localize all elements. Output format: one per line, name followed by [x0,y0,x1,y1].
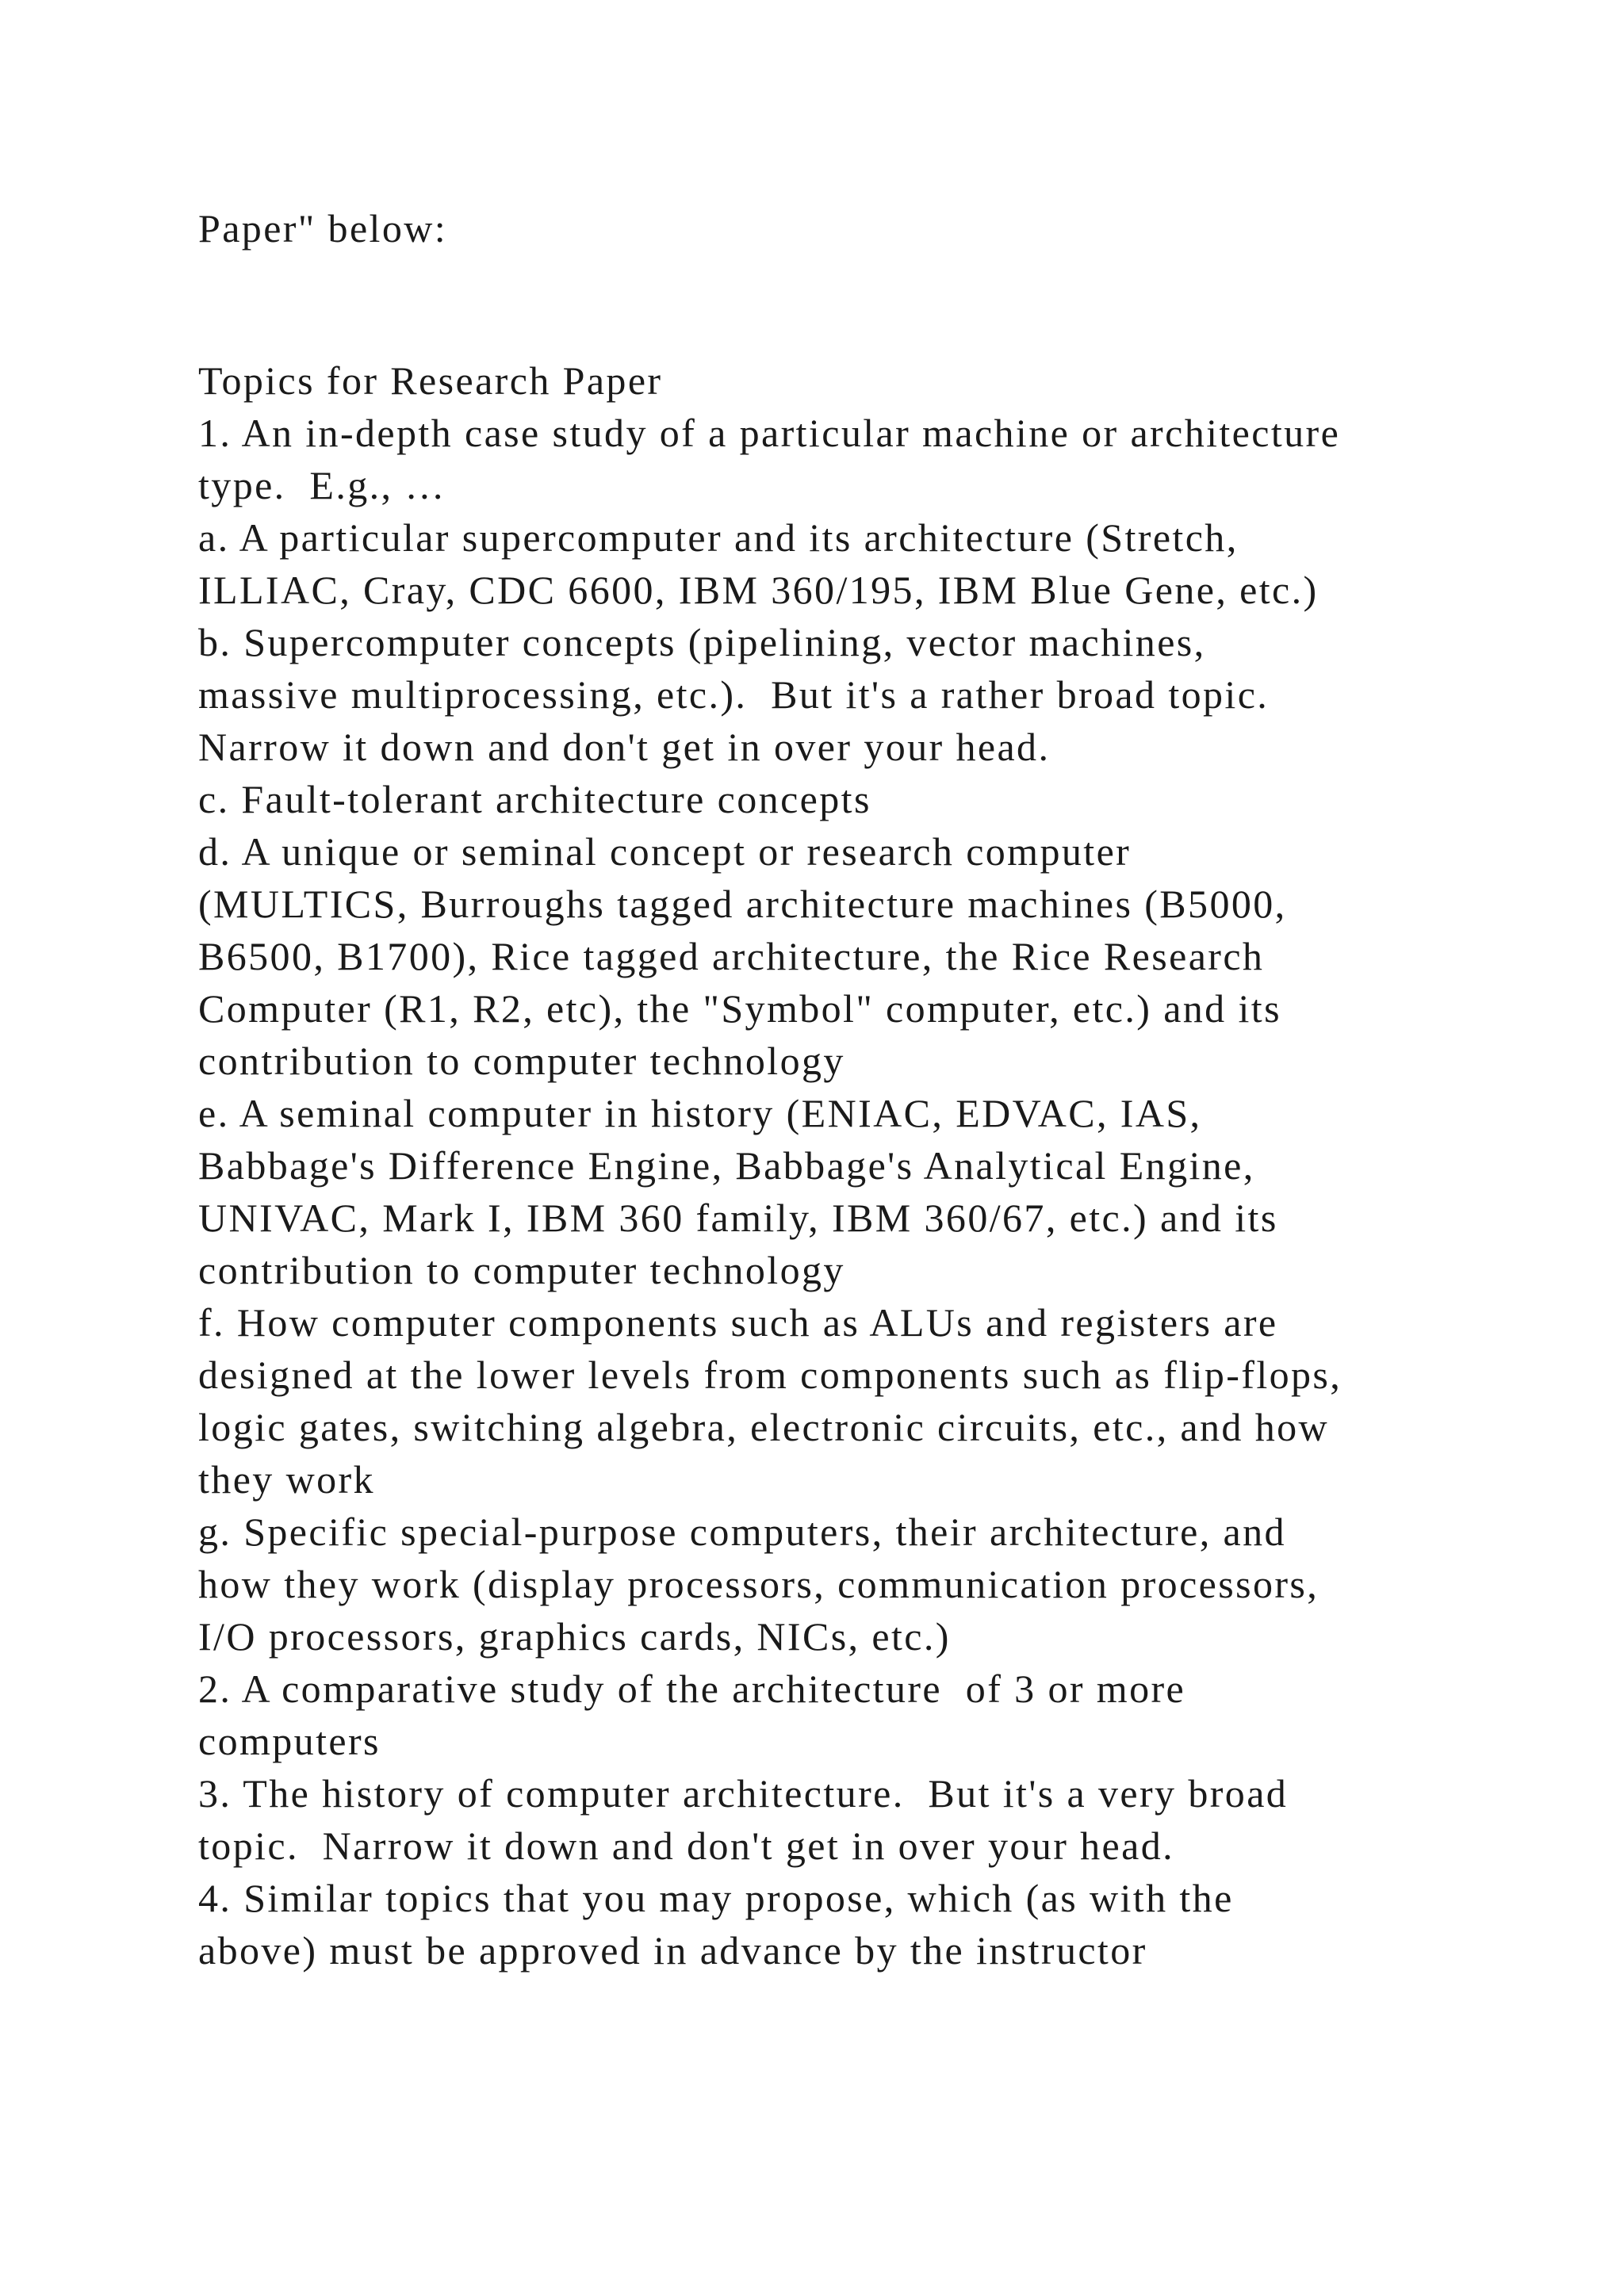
body-line: c. Fault-tolerant architecture concepts [198,777,871,821]
document-heading: Topics for Research Paper [198,358,663,403]
body-line: logic gates, switching algebra, electronic circuits, etc., and how [198,1405,1330,1449]
body-line: Narrow it down and don't get in over your head. [198,725,1051,769]
body-line: UNIVAC, Mark I, IBM 360 family, IBM 360/67, etc.) and its [198,1196,1278,1240]
intro-fragment: Paper" below: [198,206,448,251]
body-line: e. A seminal computer in history (ENIAC, EDVAC, IAS, [198,1091,1202,1135]
body-line: I/O processors, graphics cards, NICs, etc.) [198,1614,951,1659]
body-line: d. A unique or seminal concept or research computer [198,829,1132,874]
body-line: contribution to computer technology [198,1039,845,1083]
body-line: g. Specific special-purpose computers, their architecture, and [198,1510,1286,1554]
body-line: 1. An in-depth case study of a particular machine or architecture [198,411,1341,455]
body-line: contribution to computer technology [198,1248,845,1292]
body-line: they work [198,1457,375,1502]
body-line: type. E.g., … [198,463,446,507]
body-line: Computer (R1, R2, etc), the "Symbol" computer, etc.) and its [198,986,1281,1031]
body-line: b. Supercomputer concepts (pipelining, vector machines, [198,620,1206,664]
body-line: 2. A comparative study of the architecture of 3 or more [198,1667,1186,1711]
body-line: massive multiprocessing, etc.). But it's a rather broad topic. [198,672,1270,717]
body-line: designed at the lower levels from components such as flip-flops, [198,1353,1342,1397]
body-line: computers [198,1719,381,1763]
body-line: 4. Similar topics that you may propose, which (as with the [198,1876,1234,1920]
body-line: topic. Narrow it down and don't get in over your head. [198,1823,1175,1868]
body-line: 3. The history of computer architecture. But it's a very broad [198,1771,1289,1816]
body-line: Babbage's Difference Engine, Babbage's Analytical Engine, [198,1143,1255,1188]
body-line: B6500, B1700), Rice tagged architecture, the Rice Research [198,934,1265,978]
body-line: f. How computer components such as ALUs and registers are [198,1300,1278,1345]
body-line: how they work (display processors, communication processors, [198,1562,1320,1606]
body-line: (MULTICS, Burroughs tagged architecture machines (B5000, [198,882,1287,926]
body-line: ILLIAC, Cray, CDC 6600, IBM 360/195, IBM Blue Gene, etc.) [198,568,1319,612]
body-line: above) must be approved in advance by the instructor [198,1928,1147,1973]
body-line: a. A particular supercomputer and its architecture (Stretch, [198,515,1239,560]
